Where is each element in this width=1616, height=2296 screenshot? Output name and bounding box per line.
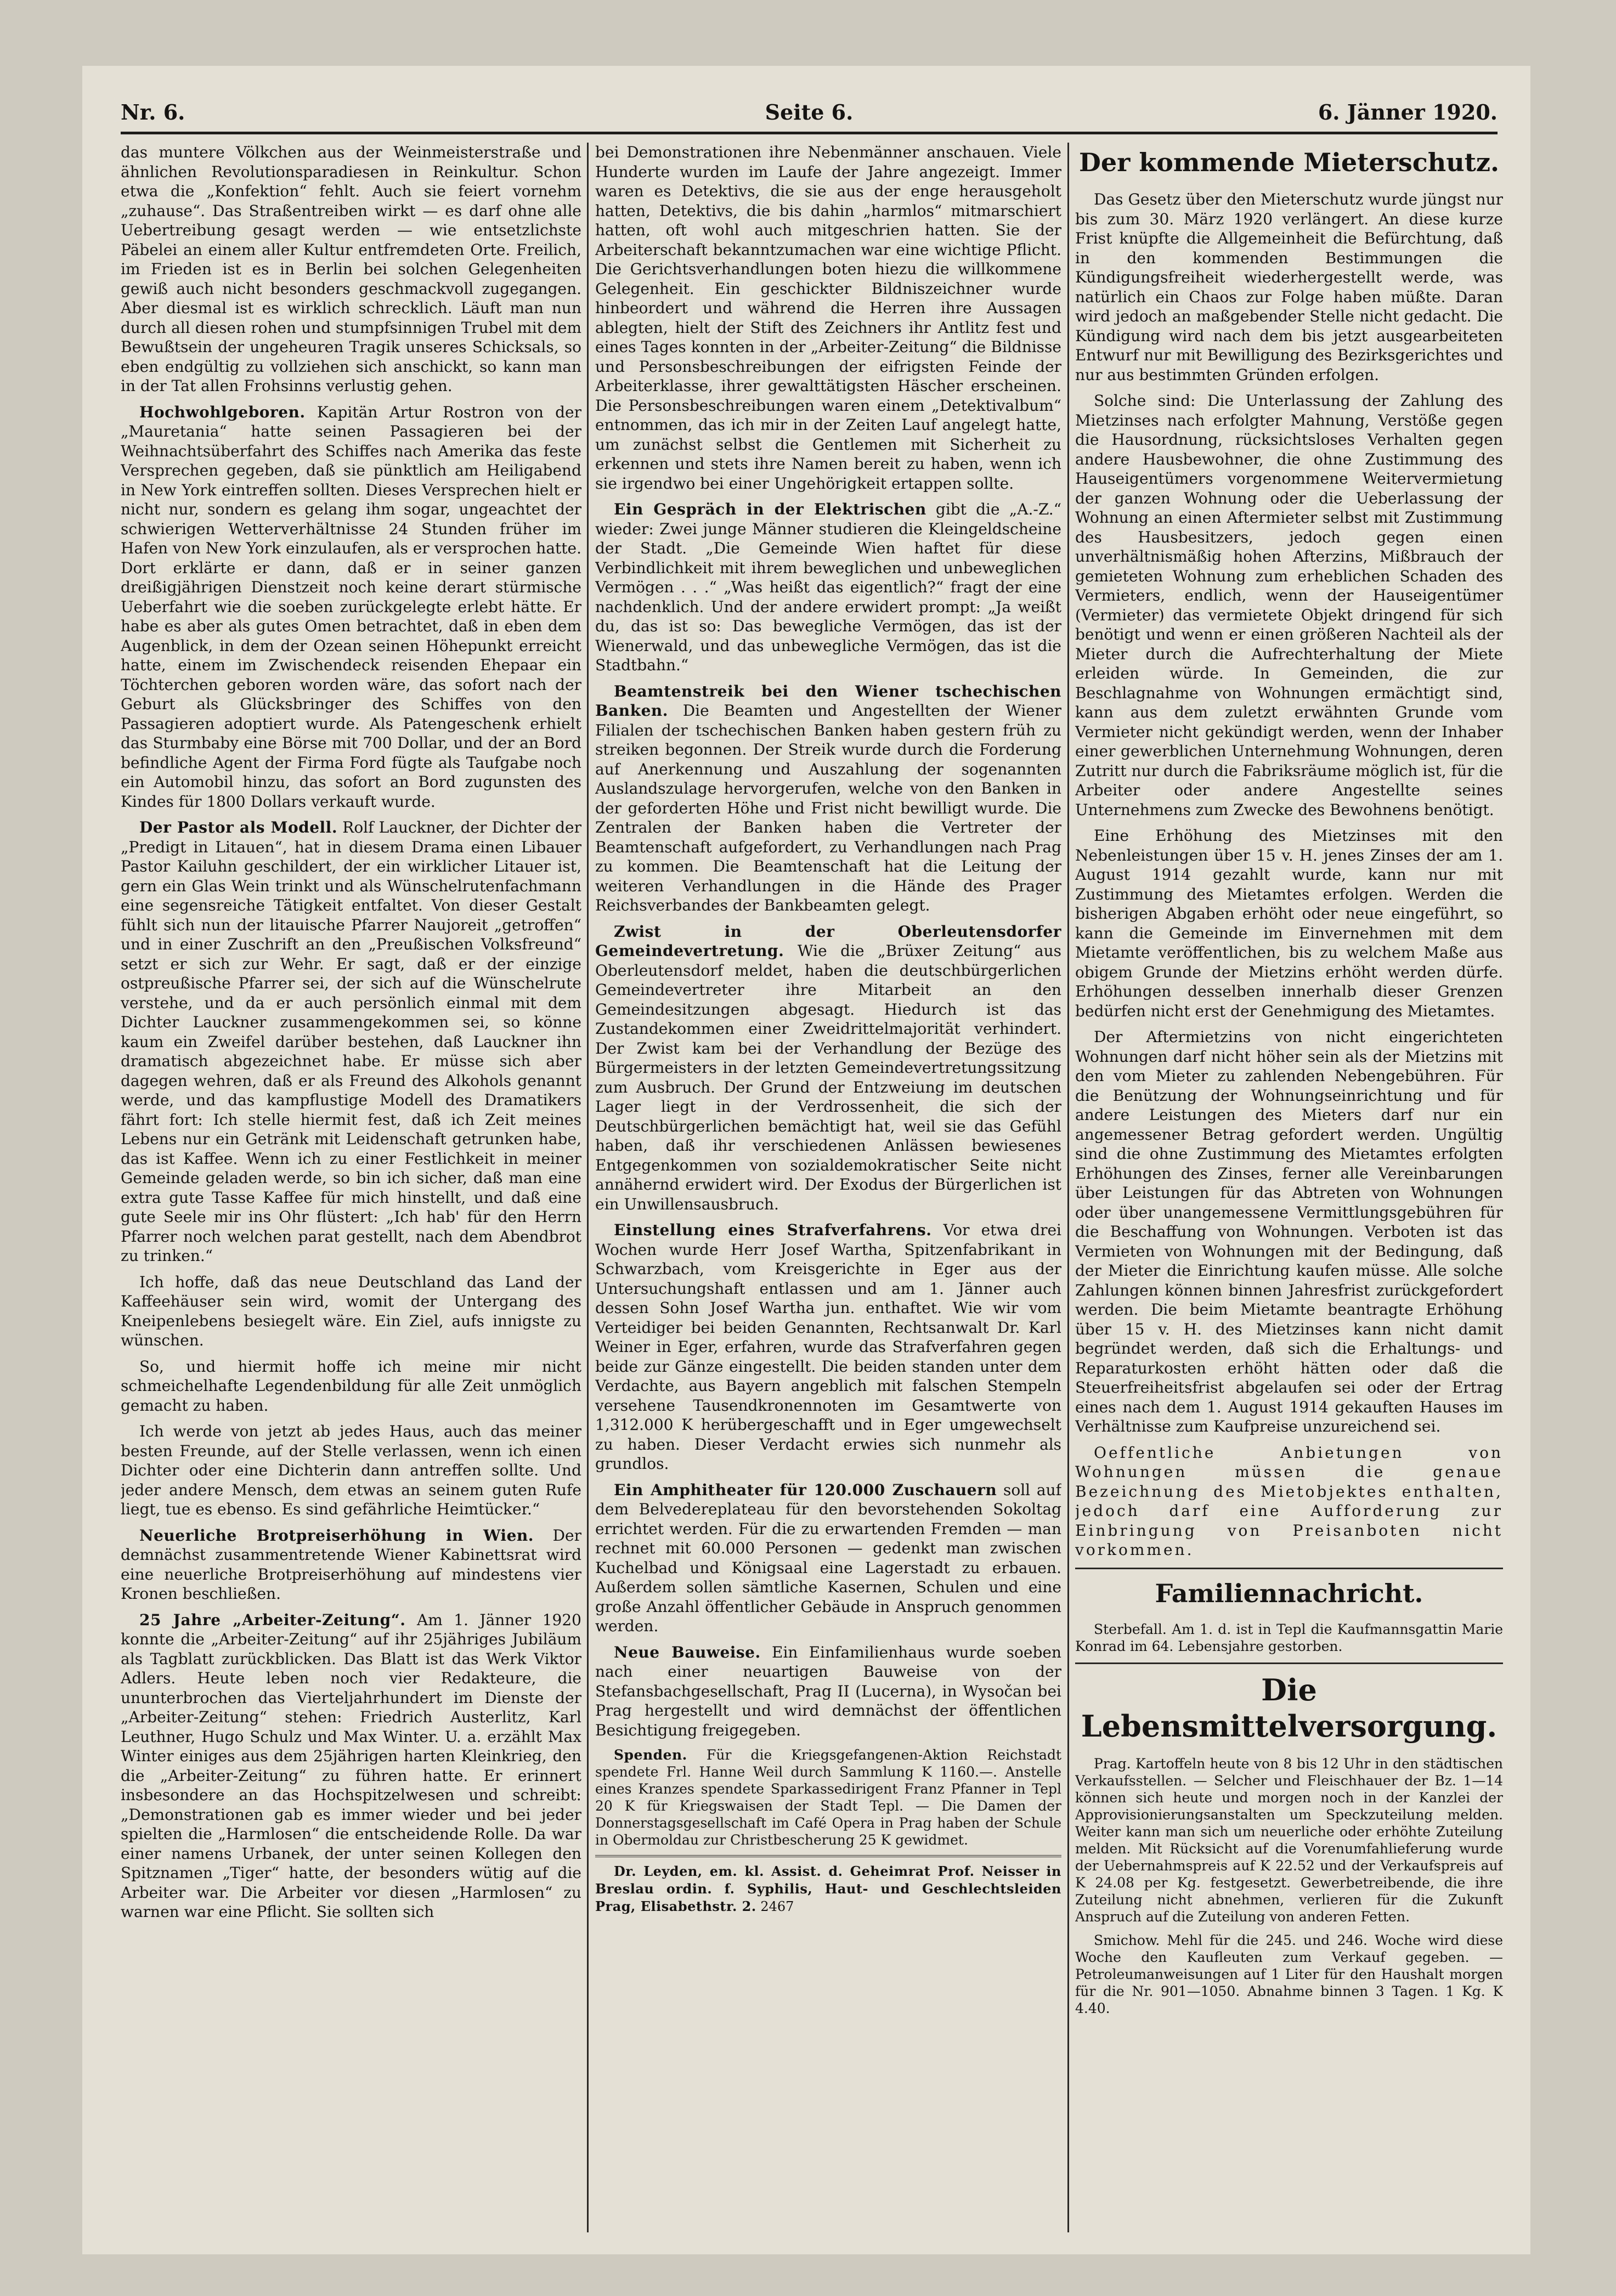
article-amphitheater: [595, 1480, 1061, 1636]
article-paragraph: Oeffentliche Anbietungen von Wohnungen müssen die genaue Bezeichnung des Mietobjektes enthalten, jedoch darf eine Aufforderung zur Einbringung von Preisanboten nicht vorkommen.: [1075, 1443, 1503, 1559]
advertisement-number: 2467: [760, 1899, 794, 1914]
article-heading: Beamtenstreik bei den Wiener tschechischen Banken.: [595, 682, 1061, 720]
page-number: Seite 6.: [765, 100, 854, 125]
food-supply-block: [1075, 1755, 1503, 2017]
article-heading: 25 Jahre „Arbeiter-Zeitung“.: [139, 1610, 406, 1629]
section-divider: [1075, 1662, 1503, 1664]
article-strafverfahren: [595, 1220, 1061, 1474]
section-title-familie: Familiennachricht.: [1155, 1578, 1423, 1608]
issue-date: 6. Jänner 1920.: [1318, 100, 1498, 125]
article-paragraph: Prag. Kartoffeln heute von 8 bis 12 Uhr in den städtischen Verkaufsstellen. — Selcher und Fleischhauer der Bz. 1—14 können sich heute und morgen noch in der Kanzlei der Approvisionierungsanstalten um Speckzuteilung melden. Weiter kann man sich um neuerliche oder erhöhte Zuteilung melden. Mit Rücksicht auf die Vorenumfahlieferung wurde der Uebernahmspreis auf K 22.52 und der Verkaufspreis auf K 24.08 per Kg. festgesetzt. Gewerbetreibende, die ihre Zuteilung nicht abnehmen, verlieren für die Zukunft Anspruch auf die Zuteilung von anderen Fetten.: [1075, 1755, 1503, 1925]
article-paragraph: Ich werde von jetzt ab jedes Haus, auch das meiner besten Freunde, auf der Stelle verlassen, wenn ich einen Dichter oder eine Dichterin dann antreffen sollte. Und jeder andere Mensch, dem etwas an seinem guten Rufe liegt, tue es ebenso. Es sind gefährliche Heimtücker.“: [121, 1422, 581, 1518]
article-paragraph: Eine Erhöhung des Mietzinses mit den Nebenleistungen über 15 v. H. jenes Zinses der am 1. August 1914 gezahlt wurde, kann nur mit Zustimmung des Mietamtes erfolgen. Werden die bisherigen Abgaben erhöht oder neue eingeführt, so kann die Gemeinde im Einvernehmen mit dem Mietamte veröffentlichen, bis zu welchem Maße aus obigem Grunde der Mietzins erhöht werden dürfe. Erhöhungen desselben innerhalb dieser Grenzen bedürfen nicht erst der Genehmigung des Mietamtes.: [1075, 827, 1503, 1020]
article-beamtenstreik: [595, 682, 1061, 915]
column-1: [121, 143, 581, 2232]
article-arbeiter-zeitung: [121, 1610, 581, 1922]
article-paragraph: bei Demonstrationen ihre Nebenmänner anschauen. Viele Hunderte wurden im Laufe der Jahre angezeigt. Immer waren es Detektivs, die sie aus der enge herausgeholt hatten, Detektivs, die bis dahin „harmlos“ mitmarschiert hatten, oft wohl auch mitgeschrien hatten. Sie der Arbeiterschaft bekanntzumachen war eine wichtige Pflicht. Die Gerichtsverhandlungen boten hiezu die willkommene Gelegenheit. Ein geschickter Bildniszeichner wurde hinbeordert und während die Herren ihre Aussagen ablegten, hielt der Stift des Zeichners ihr Antlitz fest und eines Tages konnten in der „Arbeiter-Zeitung“ die Bildnisse und Personsbeschreibungen der eifrigsten Feinde der Arbeiterklasse, ihrer gewalttätigsten Häscher erscheinen. Die Personsbeschreibungen waren einem „Detektivalbum“ entnommen, das ich mir in der Zeiten Lauf angelegt hatte, um zunächst selbst die Gentlemen mit Sicherheit zu erkennen und stets ihre Namen bereit zu haben, wenn ich sie irgendwo bei einer Ungehörigkeit ertappen sollte.: [595, 143, 1061, 493]
article-spenden: [595, 1746, 1061, 1848]
article-heading: Hochwohlgeboren.: [139, 403, 306, 421]
section-divider: [1075, 1568, 1503, 1569]
article-text: Am 1. Jänner 1920 konnte die „Arbeiter-Zeitung“ auf ihr 25jähriges Jubiläum als Tagblatt zurückblicken. Das Blatt ist das Werk Viktor Adlers. Heute leben noch vier Redakteure, die ununterbrochen das Vierteljahrhundert im Dienste der „Arbeiter-Zeitung“ stehen: Friedrich Austerlitz, Karl Leuthner, Hugo Schulz und Max Winter. U. a. erzählt Max Winter einiges aus dem 25jährigen harten Kleinkrieg, den die „Arbeiter-Zeitung“ zu führen hatte. Er erinnert insbesondere an das Hochspitzelwesen und schreibt: „Demonstrationen gab es immer wieder und bei jeder spielten die „Harmlosen“ die entscheidende Rolle. Da war einer namens Urbanek, der unter seinen Kollegen den Spitznamen „Tiger“ hatte, der besonders wütig auf die Arbeiter war. Die Arbeiter vor diesen „Harmlosen“ zu warnen war eine Pflicht. Sie sollten sich: [121, 1610, 581, 1921]
newspaper-page: [82, 66, 1530, 2254]
donations-block: [595, 1746, 1061, 1848]
article-text: Ein Einfamilienhaus wurde soeben nach einer neuartigen Bauweise von der Stefansbachgesellschaft, Prag II (Lucerna), in Wysočan bei Prag hergestellt und wird demnächst der öffentlichen Besichtigung freigegeben.: [595, 1643, 1061, 1739]
article-text: soll auf dem Belvedereplateau für den bevorstehenden Sokoltag errichtet werden. Für die zu erwartenden Fremden — man rechnet mit 60.000 Personen — gedenkt man zwischen Kuchelbad und Königsaal eine Lagerstadt zu erbauen. Außerdem sollen sämtliche Kasernen, Schulen und eine große Anzahl öffentlicher Gebäude in Anspruch genommen werden.: [595, 1480, 1061, 1635]
column-3: [1075, 143, 1503, 2232]
article-bauweise: [595, 1643, 1061, 1740]
page-header: [121, 88, 1498, 134]
article-hochwohlgeboren: [121, 403, 581, 812]
column-divider-2: [1067, 143, 1069, 2232]
article-paragraph: Solche sind: Die Unterlassung der Zahlung des Mietzinses nach erfolgter Mahnung, Verstöße gegen die Hausordnung, rücksichtsloses Verhalten gegen andere Hausbewohner, die ohne Zustimmung des Hauseigentümers vorgenommene Weitervermietung der ganzen Wohnung oder die Ueberlassung der Wohnung an einen Aftermieter selbst mit Zustimmung des Hausbesitzers, jedoch gegen einen unverhältnismäßig hohen Afterzins, Mißbrauch der gemieteten Wohnung zum erheblichen Schaden des Vermieters, endlich, wenn der Hauseigentümer (Vermieter) das vermietete Objekt dringend für sich benötigt und wenn er einen größeren Nachteil als der Mieter durch die Aufrechterhaltung der Miete erleiden würde. In Gemeinden, die zur Beschlagnahme von Wohnungen ermächtigt sind, kann aus dem zuletzt erwähnten Grunde vom Vermieter nicht gekündigt werden, wenn der Inhaber einer gewerblichen Unternehmung Wohnungen, deren Zutritt nur durch die Fabriksräume möglich ist, für die Arbeiter oder andere Angestellte seines Unternehmens zum Zwecke des Bewohnens benötigt.: [1075, 392, 1503, 819]
article-heading: Neue Bauweise.: [614, 1643, 761, 1661]
article-text: Kapitän Artur Rostron von der „Mauretania“ hatte seinen Passagieren bei der Weihnachtsüberfahrt des Schiffes nach Amerika das feste Versprechen gegeben, daß sie pünktlich am Heiligabend in New York eintreffen sollten. Dieses Versprechen hielt er nicht nur, sondern es gelang ihm sogar, ungeachtet der schwierigen Wetterverhältnisse 24 Stunden früher im Hafen von New York einzulaufen, als er versprochen hatte. Dort erklärte er dann, daß er in seiner ganzen dreißigjährigen Dienstzeit noch keine derart stürmische Ueberfahrt wie die soeben zurückgelegte erlebt hätte. Er habe es aber als gutes Omen betrachtet, daß in eben dem Augenblick, in dem der Ozean seinen Höhepunkt erreicht hatte, einem im Zwischendeck reisenden Ehepaar ein Töchterchen geboren worden wäre, das sofort nach der Geburt als Glücksbringer des Schiffes von den Passagieren adoptiert wurde. Als Patengeschenk erhielt das Sturmbaby eine Börse mit 700 Dollar, und der an Bord befindliche Agent der Firma Ford fügte als Taufgabe noch ein Automobil hinzu, das sofort an Bord zugunsten des Kindes für 1800 Dollars verkauft wurde.: [121, 403, 581, 811]
article-text: Rolf Lauckner, der Dichter der „Predigt in Litauen“, hat in diesem Drama einen Libauer Pastor Kailuhn geschildert, der ein wirklicher Litauer ist, gern ein Glas Wein trinkt und als Wünschelrutenfachmann eine segensreiche Tätigkeit entfaltet. Von dieser Gestalt fühlt sich nun der litauische Pfarrer Naujoreit „getroffen“ und in einer Zuschrift an den „Preußischen Volksfreund“ setzt er sich zur Wehr. Er sagt, daß er der einzige ostpreußische Pfarrer sei, der sich auf die Wünschelrute verstehe, und da er auch persönlich einmal mit dem Dichter Lauckner zusammengekommen sei, so könne kaum ein Zweifel darüber bestehen, daß Lauckner ihn dramatisch abgezeichnet habe. Er müsse sich aber dagegen wehren, daß er als Freund des Alkohols genannt werde, und das kampflustige Modell des Dramatikers fährt fort: Ich stelle hiermit fest, daß ich Zeit meines Lebens nur ein Getränk mit Leidenschaft getrunken habe, das ist Kaffee. Wenn ich zu einer Festlichkeit in meiner Gemeinde geladen werde, so bin ich sicher, daß man eine extra gute Tasse Kaffee für mich hinstellt, und daß eine gute Seele mir ins Ohr flüstert: „Ich hab' für den Herrn Pfarrer noch welchen parat gestellt, nach dem Abendbrot zu trinken.“: [121, 818, 581, 1265]
family-news-block: [1075, 1621, 1503, 1655]
article-heading: Der Pastor als Modell.: [139, 818, 338, 836]
column-2: [595, 143, 1061, 2232]
article-text: Wie die „Brüxer Zeitung“ aus Oberleutensdorf meldet, haben die deutschbürgerlichen Gemeindevertreter ihre Mitarbeit an den Gemeindesitzungen abgesagt. Hiedurch ist das Zustandekommen einer Zweidrittelmajorität verhindert. Der Zwist kam bei der Verhandlung der Bezüge des Bürgermeisters in der letzten Gemeindevertretungssitzung zum Ausbruch. Der Grund der Entzweiung im deutschen Lager liegt in der Verdrossenheit, die sich der Deutschbürgerlichen bemächtigt hat, weil sie das Gefühl haben, daß ihr verschiedenen Anlässen bewiesenes Entgegenkommen von sozialdemokratischer Seite nicht annähernd erwidert wird. Der Exodus der Bürgerlichen ist ein Unwillensausbruch.: [595, 942, 1061, 1213]
article-elektrische: [595, 500, 1061, 675]
article-heading: Neuerliche Brotpreiserhöhung in Wien.: [139, 1526, 534, 1545]
article-heading: Zwist in der Oberleutensdorfer Gemeindevertretung.: [595, 922, 1061, 960]
article-heading: Ein Amphitheater für 120.000 Zuschauern: [614, 1480, 997, 1499]
article-paragraph: Sterbefall. Am 1. d. ist in Tepl die Kaufmannsgattin Marie Konrad im 64. Lebensjahre gestorben.: [1075, 1621, 1503, 1654]
article-heading: Spenden.: [614, 1747, 687, 1763]
section-title-mieterschutz: Der kommende Mieterschutz.: [1078, 148, 1500, 177]
article-text: Der demnächst zusammentretende Wiener Kabinettsrat wird eine neuerliche Brotpreiserhöhung auf mindestens vier Kronen beschließen.: [121, 1526, 581, 1603]
article-brotpreis: [121, 1526, 581, 1604]
article-heading: Ein Gespräch in der Elektrischen: [614, 500, 926, 518]
section-title-lebensmittel: Die Lebensmittelversorgung.: [1081, 1672, 1498, 1744]
article-paragraph: Smichow. Mehl für die 245. und 246. Woche wird diese Woche den Kaufleuten zum Verkauf gegeben. — Petroleumanweisungen auf 1 Liter für den Haushalt morgen für die Nr. 901—1050. Abnahme binnen 3 Tagen. 1 Kg. K 4.40.: [1075, 1932, 1503, 2016]
article-paragraph: das muntere Völkchen aus der Weinmeisterstraße und ähnlichen Revolutionsparadiesen in Reinkultur. Schon etwa die „Konfektion“ fehlt. Auch sie feiert vornehm „zuhause“. Das Straßentreiben wirkt — es darf ohne alle Uebertreibung gesagt werden — wie entsetzlichste Päbelei an einem aller Kultur entfremdeten Orte. Freilich, im Frieden ist es in Berlin bei solchen Gelegenheiten gewiß auch nicht besonders geschmackvoll zugegangen. Aber diesmal ist es wirklich schrecklich. Läuft man nun durch all diesen rohen und stumpfsinnigen Trubel mit dem Bewußtsein der ungeheuren Tragik unseres Schicksals, so eben endgültig zu vollziehen sich anschickt, so kann man in der Tat allen Frohsinns verlustig gehen.: [121, 143, 581, 395]
article-paragraph: Der Aftermietzins von nicht eingerichteten Wohnungen darf nicht höher sein als der Mietzins mit den vom Mieter zu zahlenden Nebengebühren. Für die Benützung der Wohnungseinrichtung und für andere Leistungen des Mieters darf nur ein angemessener Betrag gefordert werden. Ungültig sind die ohne Zustimmung des Mietamtes erfolgten Erhöhungen des Zinses, ferner alle Vereinbarungen über Leistungen für das Abtreten von Wohnungen oder über unangemessene Vermittlungsgebühren für die Beschaffung von Wohnungen. Verboten ist das Vermieten von Wohnungen mit der Bedingung, daß der Mieter die Einrichtung kaufen müsse. Alle solche Zahlungen können binnen Jahresfrist zurückgefordert werden. Die beim Mietamte beantragte Erhöhung über 15 v. H. des Mietzinses kann nicht damit begründet werden, daß sich die Erhaltungs- und Reparaturkosten erhöht hätten oder daß die Steuerfreiheitsfrist abgelaufen sei oder der Ertrag eines nach dem 1. August 1914 gekauften Hauses im Verhältnisse zum Kaufpreise unzureichend sei.: [1075, 1028, 1503, 1435]
column-divider-1: [587, 143, 589, 2232]
article-paragraph: Ich hoffe, daß das neue Deutschland das Land der Kaffeehäuser sein wird, womit der Untergang des Kneipenlebens besiegelt wäre. Ein Ziel, aufs innigste zu wünschen.: [121, 1273, 581, 1349]
article-text: gibt die „A.-Z.“ wieder: Zwei junge Männer studieren die Kleingeldscheine der Stadt. „Die Gemeinde Wien haftet für diese Verbindlichkeit mit ihrem beweglichen und unbeweglichen Vermögen . . .“ „Was heißt das eigentlich?“ fragt der eine nachdenklich. Und der andere erwidert prompt: „Ja weißt du, das ist so: Das bewegliche Vermögen, das ist der Wienerwald, und das unbewegliche Vermögen, das ist die Stadtbahn.“: [595, 500, 1061, 674]
article-paragraph: So, und hiermit hoffe ich meine mir nicht schmeichelhafte Legendenbildung für alle Zeit unmöglich gemacht zu haben.: [121, 1357, 581, 1415]
article-text: Die Beamten und Angestellten der Wiener Filialen der tschechischen Banken haben gestern früh zu streiken begonnen. Der Streik wurde durch die Forderung auf Anerkennung und Auszahlung der sogenannten Auslandszulage hervorgerufen, welche von den Banken in der geforderten Höhe und Frist nicht bewilligt wurde. Die Zentralen der Banken haben die Vertreter der Beamtenschaft aufgefordert, zu Verhandlungen nach Prag zu kommen. Die Beamtenschaft hat die Leitung der weiteren Verhandlungen in die Hände des Prager Reichsverbandes der Bankbeamten gelegt.: [595, 702, 1061, 914]
article-text: Vor etwa drei Wochen wurde Herr Josef Wartha, Spitzenfabrikant in Schwarzbach, vom Kreisgerichte in Eger aus der Untersuchungshaft entlassen und am 1. Jänner auch dessen Sohn Josef Wartha jun. enthaftet. Wie wir vom Verteidiger bei beiden Genannten, Rechtsanwalt Dr. Karl Weiner in Eger, erfahren, wurde das Strafverfahren gegen beide zur Gänze eingestellt. Die beiden standen unter dem Verdachte, aus Bayern angeblich mit falschen Stempeln versehene Tausendkronennoten im Gesamtwerte von 1,312.000 K herübergeschafft und in Eger umgewechselt zu haben. Dieser Verdacht erwies sich nunmehr als grundlos.: [595, 1221, 1061, 1473]
article-paragraph: Das Gesetz über den Mieterschutz wurde jüngst nur bis zum 30. März 1920 verlängert. An diese kurze Frist knüpfte die Allgemeinheit die Befürchtung, daß in den kommenden Bestimmungen die Kündigungsfreiheit wiederhergestellt werde, was natürlich ein Chaos zur Folge haben müßte. Daran wird jedoch an maßgebender Stelle nicht gedacht. Die Kündigung wird nach dem bis jetzt ausgearbeiteten Entwurf nur mit Bewilligung des Bezirksgerichtes und nur aus bestimmten Gründen erfolgen.: [1075, 190, 1503, 384]
issue-number: Nr. 6.: [121, 100, 185, 125]
article-pastor: [121, 818, 581, 1266]
article-zwist: [595, 922, 1061, 1214]
article-heading: Einstellung eines Strafverfahrens.: [614, 1221, 932, 1239]
article-text: Für die Kriegsgefangenen-Aktion Reichstadt spendete Frl. Hanne Weil durch Sammlung K 1160.—. Anstelle eines Kranzes spendete Sparkassedirigent Franz Pfanner in Tepl 20 K für Kriegswaisen der Stadt Tepl. — Die Damen der Donnerstagsgesellschaft im Café Opera in Prag haben der Schule in Obermoldau zur Christbescherung 25 K gewidmet.: [595, 1747, 1061, 1848]
advertisement-text: Dr. Leyden, em. kl. Assist. d. Geheimrat Prof. Neisser in Breslau ordin. f. Syphilis, Haut- und Geschlechtsleiden Prag, Elisabethstr. 2.: [595, 1863, 1061, 1914]
advertisement: [595, 1855, 1061, 1915]
